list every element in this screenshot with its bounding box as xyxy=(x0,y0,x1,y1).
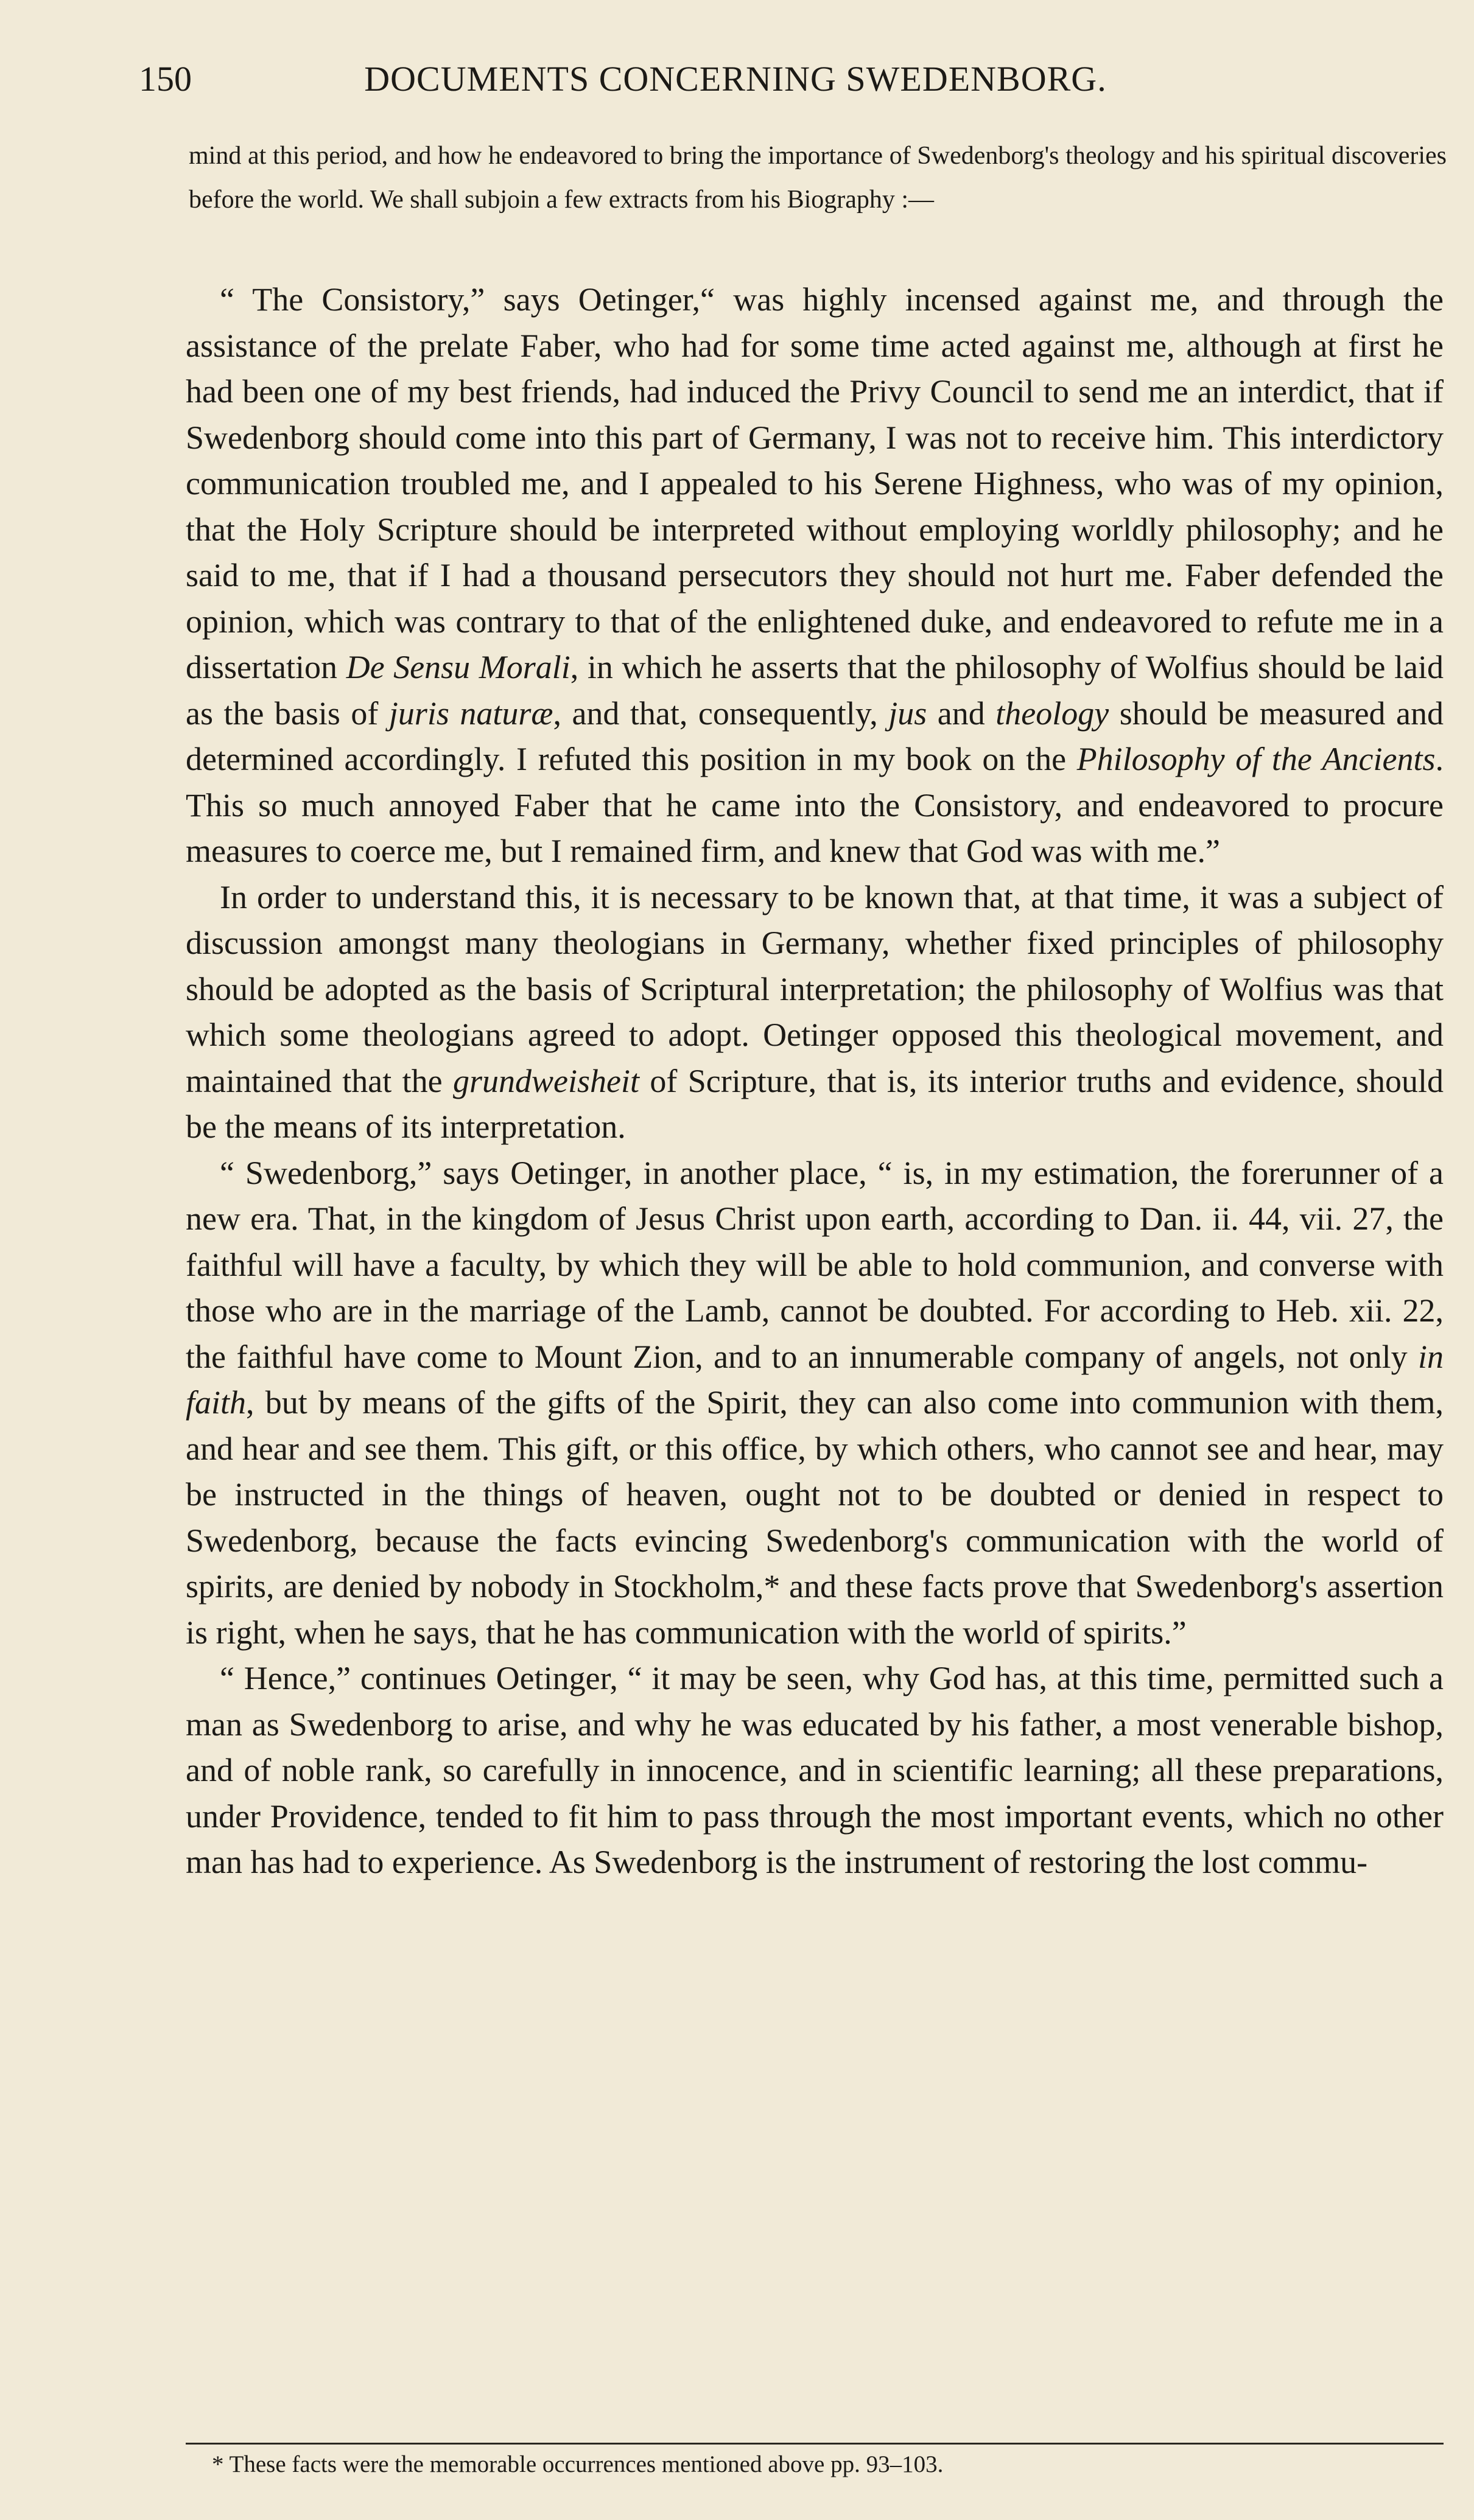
footnote-rule xyxy=(186,2443,1444,2445)
main-text xyxy=(186,277,1444,1886)
paragraph-hence: “ Hence,” continues Oetinger, “ it may be seen, why God has, at this time, permitted such a man as Swedenborg to arise, and why he was educated by his father, a most venerable bishop, and of noble rank, so carefully in innocence, and in scientific learning; all these preparations, under Providence, tended to fit him to pass through the most important events, which no other man has had to experience. As Swedenborg is the instrument of restoring the lost commu- xyxy=(186,1660,1444,1880)
italic-theology: theology xyxy=(995,695,1109,732)
paragraph-consistory: “ The Consistory,” says Oetinger,“ was highly incensed against me, and through the assistance of the prelate Faber, who had for some time acted against me, although at first he had been one of my best friends, had induced the Privy Council to send me an interdict, that if Swedenborg should come into this part of Germany, I was not to receive him. This interdictory communication troubled me, and I appealed to his Serene Highness, who was of my opinion, that the Holy Scripture should be interpreted without employing worldly philosophy; and he said to me, that if I had a thousand persecutors they should not hurt me. Faber defended the opinion, which was contrary to that of the enlightened duke, and endeavored to refute me in a dissertation De Sensu Morali, in which he asserts that the philosophy of Wolfius should be laid as the basis of juris naturæ, and that, consequently, jus and theology should be measured and determined accordingly. I refuted this position in my book on the Philosophy of the Ancients. This so much annoyed Faber that he came into the Consistory, and endeavored to procure measures to coerce me, but I remained firm, and knew that God was with me.” xyxy=(186,281,1444,869)
italic-de-sensu-morali: De Sensu Morali xyxy=(346,649,570,685)
page-number: 150 xyxy=(139,59,192,99)
italic-grundweisheit: grundweisheit xyxy=(453,1062,639,1099)
paragraph-forerunner: “ Swedenborg,” says Oetinger, in another place, “ is, in my estimation, the forerunner of a new era. That, in the kingdom of Jesus Christ upon earth, according to Dan. ii. 44, vii. 27, the faithful will have a faculty, by which they will be able to hold communion, and converse with those who are in the marriage of the Lamb, cannot be doubted. For according to Heb. xii. 22, the faithful have come to Mount Zion, and to an innumerable company of angels, not only in faith, but by means of the gifts of the Spirit, they can also come into communion with them, and hear and see them. This gift, or this office, by which others, who cannot see and hear, may be instructed in the things of heaven, ought not to be doubted or denied in respect to Swedenborg, because the facts evincing Swedenborg's communication with the world of spirits, are denied by nobody in Stockholm,* and these facts prove that Swedenborg's assertion is right, when he says, that he has communication with the world of spirits.” xyxy=(186,1154,1444,1651)
italic-philosophy-of-the-ancients: Philosophy of the Ancients xyxy=(1076,741,1436,777)
running-head xyxy=(139,58,1332,113)
paragraph-understand: In order to understand this, it is necessary to be known that, at that time, it was a subject of discussion amongst many theologians in Germany, whether fixed principles of philosophy should be adopted as the basis of Scriptural interpretation; the philosophy of Wolfius was that which some theologians agreed to adopt. Oetinger opposed this theological movement, and maintained that the grundweisheit of Scripture, that is, its interior truths and evidence, should be the means of its interpretation. xyxy=(186,878,1444,1145)
running-title: DOCUMENTS CONCERNING SWEDENBORG. xyxy=(364,59,1107,99)
italic-jus: jus xyxy=(888,695,927,732)
intro-paragraph: mind at this period, and how he endeavored to bring the importance of Swedenborg's theology and his spiritual discoveries before the world. We shall subjoin a few extracts from his Biography :— xyxy=(189,142,1447,214)
italic-in-faith: in faith xyxy=(186,1338,1444,1421)
footnote: * These facts were the memorable occurrences mentioned above pp. 93–103. xyxy=(212,2451,944,2477)
italic-juris-naturae: juris naturæ xyxy=(388,695,553,732)
